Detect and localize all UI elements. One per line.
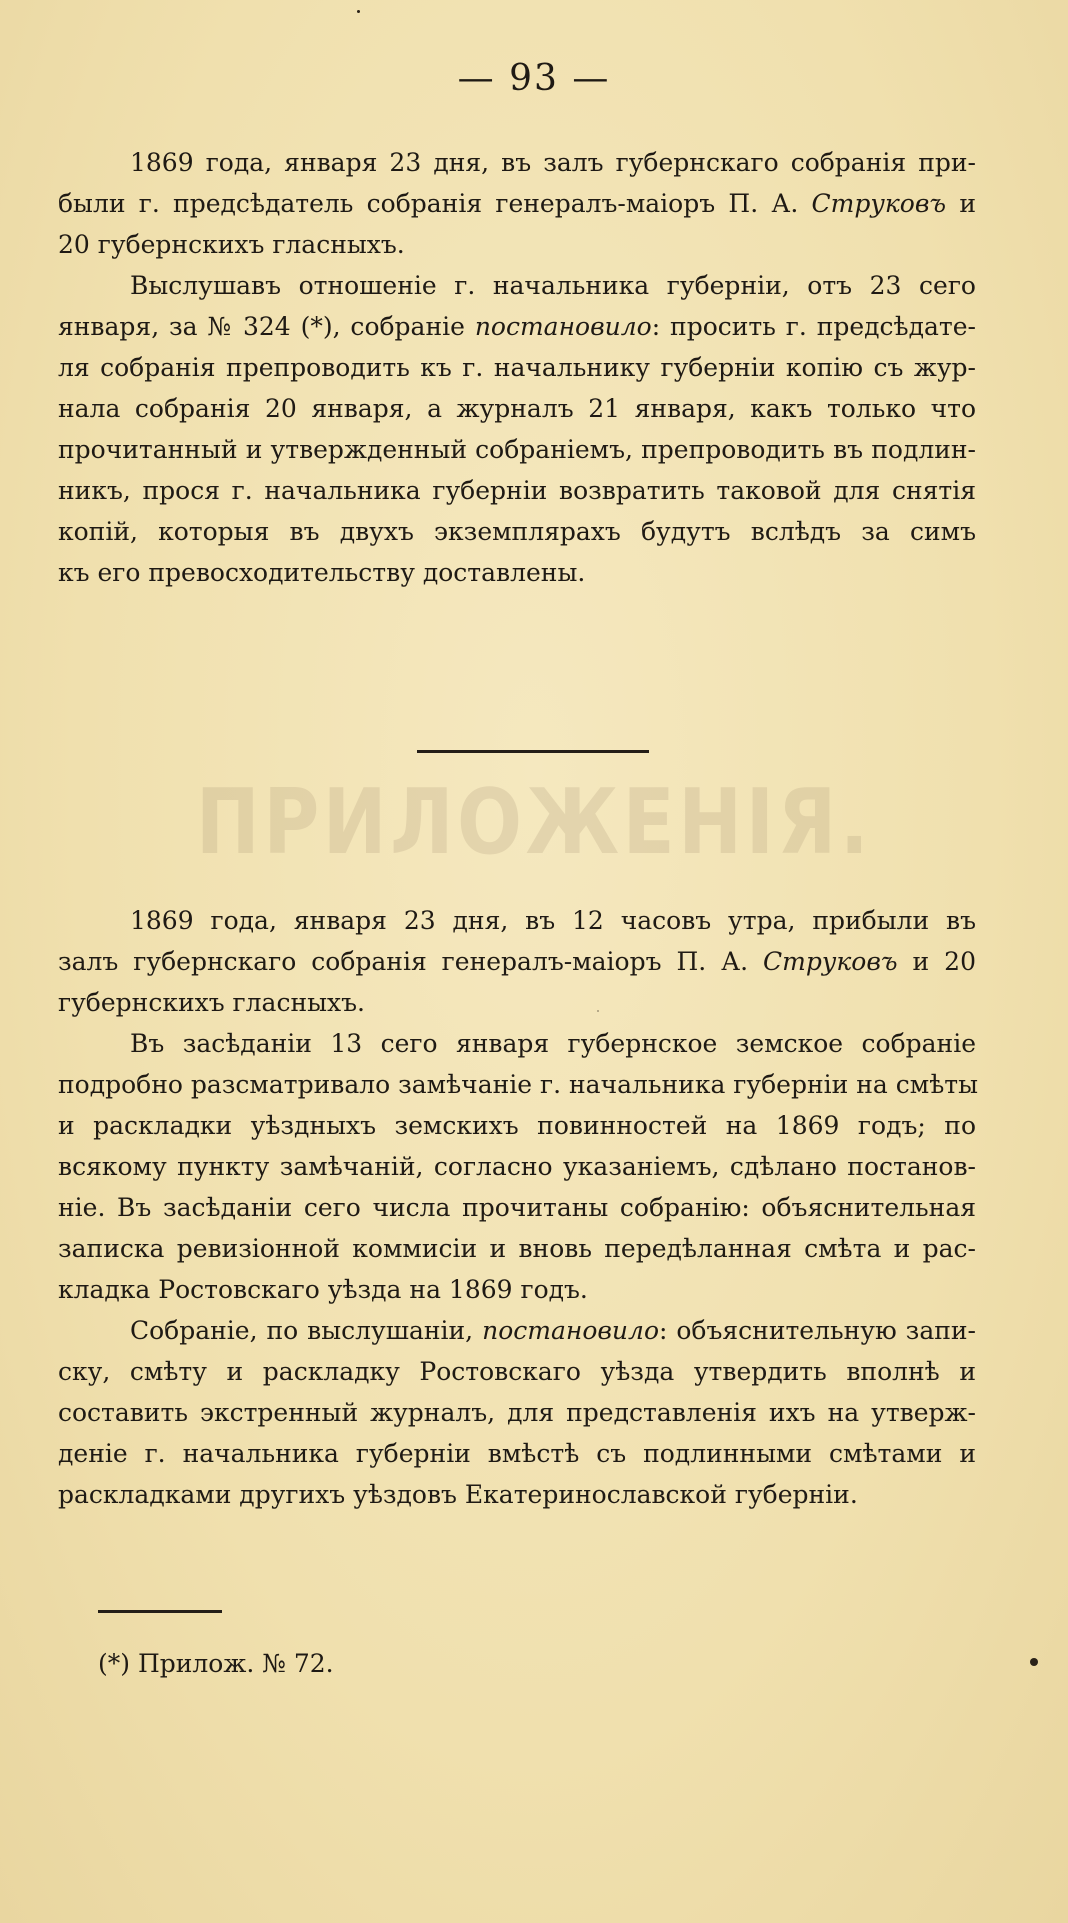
text-line: кладка Ростовскаго уѣзда на 1869 годъ. [58,1275,588,1304]
text-line: Въ засѣданіи 13 сего января губернское земское собраніе [130,1029,976,1058]
text-line: Выслушавъ отношеніе г. начальника губерніи, отъ 23 сего [130,271,976,300]
text-line: раскладками другихъ уѣздовъ Екатеринославской губерніи. [58,1480,858,1509]
text-line: губернскихъ гласныхъ. [58,988,365,1017]
text-line: записка ревизіонной коммисіи и вновь передѣланная смѣта и рас- [58,1234,976,1263]
text-line: Собраніе, по выслушаніи, постановило: объяснительную запи- [130,1316,976,1345]
text-line: составить экстренный журналъ, для представленія ихъ на утверж- [58,1398,976,1427]
section-divider [417,750,649,753]
paragraph-attendance-2 [58,900,976,1023]
text-line: подробно разсматривало замѣчаніе г. начальника губерніи на смѣты [58,1070,978,1099]
text-line: 20 губернскихъ гласныхъ. [58,230,405,259]
text-line: копій, которыя въ двухъ экземплярахъ будутъ вслѣдъ за симъ [58,517,976,546]
text-line: нала собранія 20 января, а журналъ 21 января, какъ только что [58,394,976,423]
text-line: ніе. Въ засѣданіи сего числа прочитаны собранію: объяснительная [58,1193,976,1222]
text-line: всякому пункту замѣчаній, согласно указаніемъ, сдѣлано постанов- [58,1152,976,1181]
text-line: января, за № 324 (*), собраніе постановило: просить г. предсѣдате- [58,312,977,341]
footnote-rule [98,1610,222,1613]
text-line: ля собранія препроводить къ г. начальнику губерніи копію съ жур- [58,353,976,382]
text-line: къ его превосходительству доставлены. [58,558,586,587]
paragraph-attendance [58,142,976,265]
text-line: были г. предсѣдатель собранія генералъ-маіоръ П. А. Струковъ и [58,189,976,218]
section-journal-entry [58,142,976,593]
section-second-entry [58,900,976,1515]
paper-speck [597,1010,599,1012]
text-line: и раскладки уѣздныхъ земскихъ повинностей на 1869 годъ; по [58,1111,976,1140]
text-line: деніе г. начальника губерніи вмѣстѣ съ подлинными смѣтами и [58,1439,976,1468]
paper-speck [357,10,360,13]
text-line: залъ губернскаго собранія генералъ-маіоръ П. А. Струковъ и 20 [58,947,976,976]
text-line: никъ, прося г. начальника губерніи возвратить таковой для снятія [58,476,976,505]
paragraph-review [58,1023,976,1310]
paragraph-decision [58,1310,976,1515]
page-number: — 93 — [457,58,611,99]
paragraph-resolution [58,265,976,593]
text-line: 1869 года, января 23 дня, въ 12 часовъ утра, прибыли въ [130,906,976,935]
paper-speck [1030,1658,1038,1666]
text-line: 1869 года, января 23 дня, въ залъ губернскаго собранія при- [130,148,976,177]
text-line: прочитанный и утвержденный собраніемъ, препроводить въ подлин- [58,435,976,464]
text-line: ску, смѣту и раскладку Ростовскаго уѣзда утвердить вполнѣ и [58,1357,976,1386]
bleed-through-heading: ПРИЛОЖЕНІЯ. [195,770,873,875]
footnote: (*) Прилож. № 72. [98,1649,334,1678]
